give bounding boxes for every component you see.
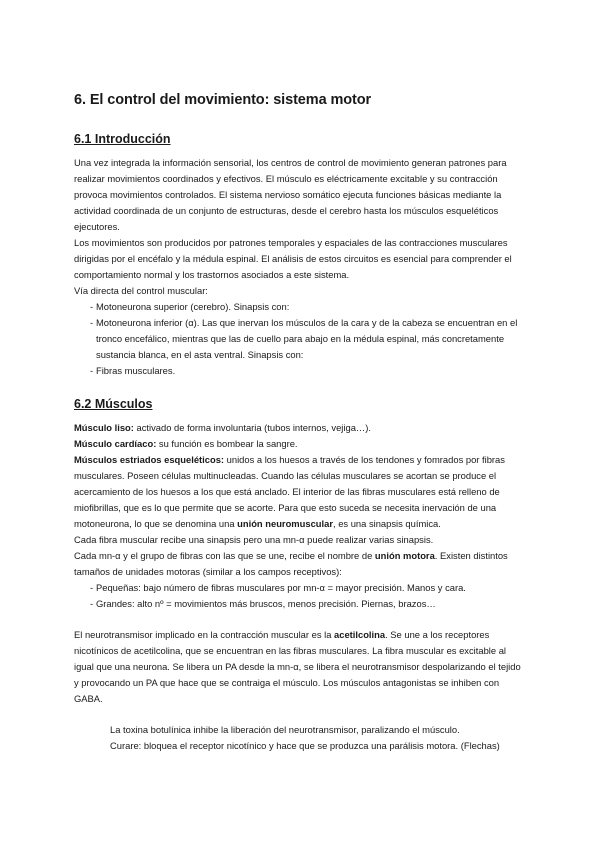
paragraph-musculos-estriados: Músculos estriados esqueléticos: unidos a los huesos a través de los tendones y fomrados por fibras musculares. Poseen células multinucleadas. Cuando las células musculares se acortan se produce el acercamiento de los huesos a los que está anclado. El interior de las fibras musculares está relleno de miofibrillas, que es lo que permite que se acorte. Para que esto suceda se necesita inervación de una motoneurona, lo que se denomina una unión neuromuscular, es una sinapsis química. xyxy=(74,454,505,529)
paragraph-musculo-cardiaco: Músculo cardíaco: su función es bombear la sangre. xyxy=(74,438,298,449)
paragraph-unidad-motora: Cada mn-α y el grupo de fibras con las que se une, recibe el nombre de unión motora. Existen distintos tamaños de unidades motoras (similar a los campos receptivos): xyxy=(74,550,508,577)
motor-pathway-list xyxy=(74,299,526,379)
paragraph-musculo-liso: Músculo liso: activado de forma involuntaria (tubos internos, vejiga…). xyxy=(74,422,372,433)
paragraph-fibra-muscular: Cada fibra muscular recibe una sinapsis pero una mn-α puede realizar varias sinapsis. xyxy=(74,534,434,545)
document-page xyxy=(74,92,526,754)
list-item: - Pequeñas: bajo número de fibras musculares por mn-α = mayor precisión. Manos y cara. xyxy=(74,580,526,596)
list-item: - Motoneurona inferior (α). Las que inervan los músculos de la cara y de la cabeza se encuentran en el tronco encefálico, mientras que las de cuello para abajo en la médula espinal, más concretamente sustancia blanca, en el asta ventral. Sinapsis con: xyxy=(74,315,526,363)
note-curare: Curare: bloquea el receptor nicotínico y hace que se produzca una parálisis motora. (Flechas) xyxy=(110,740,500,751)
paragraph-intro-2: Los movimientos son producidos por patrones temporales y espaciales de las contracciones musculares dirigidas por el encéfalo y la médula espinal. El análisis de estos circuitos es esencial para comprender el comportamiento normal y los trastornos asociados a este sistema. xyxy=(74,237,512,280)
section-heading-introduccion: 6.1 Introducción xyxy=(74,132,171,146)
paragraph-neurotransmisor: El neurotransmisor implicado en la contracción muscular es la acetilcolina. Se une a los receptores nicotínicos de acetilcolina, que se encuentran en las fibras musculares. La fibra muscular es excitable al igual que una neurona. Se libera un PA desde la mn-α, se libera el neurotransmisor despolarizando el tejido y provocando un PA que hace que se contraiga el músculo. Los músculos antagonistas se inhiben con GABA. xyxy=(74,629,521,704)
paragraph-intro-1: Una vez integrada la información sensorial, los centros de control de movimiento generan patrones para realizar movimientos coordinados y efectivos. El músculo es eléctricamente excitable y su contracción provoca movimientos controlados. El sistema nervioso somático ejecuta funciones básicas mediante la actividad coordinada de un conjunto de estructuras, desde el cerebro hasta los músculos esqueléticos ejecutores. xyxy=(74,157,507,232)
list-item: - Grandes: alto nº = movimientos más bruscos, menos precisión. Piernas, brazos… xyxy=(74,596,526,612)
document-title: 6. El control del movimiento: sistema motor xyxy=(74,92,372,108)
list-item: - Motoneurona superior (cerebro). Sinapsis con: xyxy=(74,299,526,315)
list-intro: Vía directa del control muscular: xyxy=(74,285,208,296)
section-heading-musculos: 6.2 Músculos xyxy=(74,397,153,411)
note-toxina-botulinica: La toxina botulínica inhibe la liberación del neurotransmisor, paralizando el músculo. xyxy=(110,724,460,735)
list-item: - Fibras musculares. xyxy=(74,363,526,379)
motor-unit-sizes-list xyxy=(74,580,526,612)
